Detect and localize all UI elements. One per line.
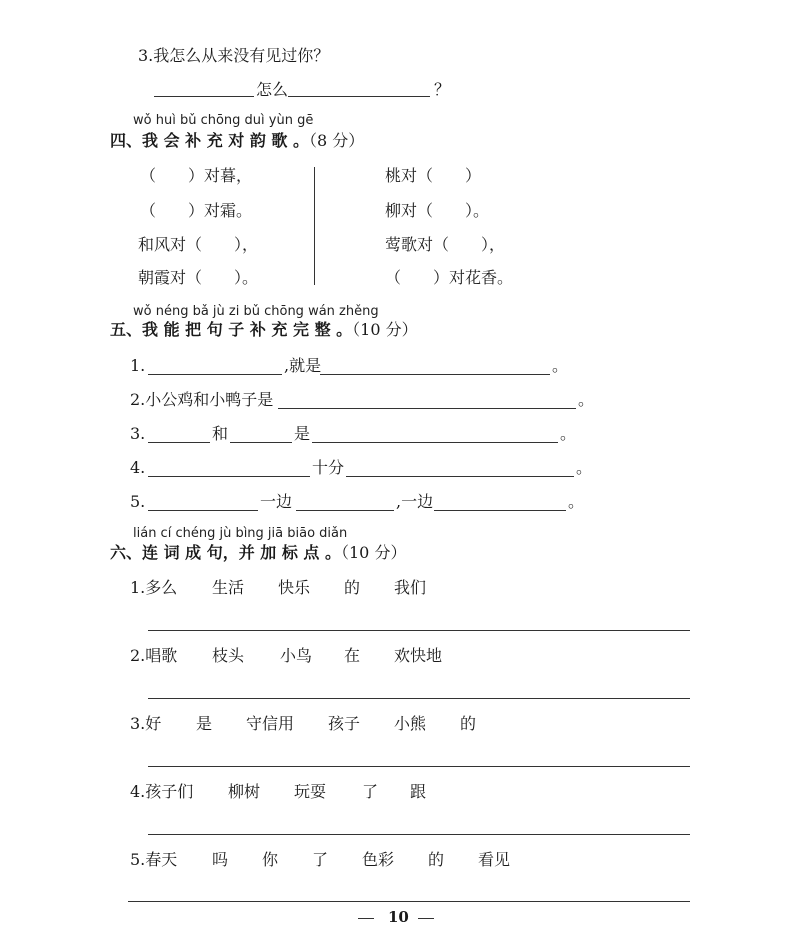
blank-line[interactable] — [148, 442, 210, 443]
blank-line[interactable] — [312, 442, 558, 443]
answer-line[interactable] — [148, 698, 690, 699]
word-item: 快乐 — [278, 578, 311, 597]
word-item: 1.多么 — [130, 578, 178, 597]
sec4-title: 四、我 会 补 充 对 韵 歌 。（8 分） — [110, 131, 365, 150]
rhyme-left-2: （ ）对霜。 — [140, 201, 253, 220]
word-item: 3.好 — [130, 714, 162, 733]
word-item: 了 — [362, 782, 379, 801]
answer-line[interactable] — [148, 834, 690, 835]
word-item: 你 — [262, 850, 279, 869]
rhyme-left-4: 朝霞对（ ）。 — [138, 268, 259, 287]
blank-line[interactable] — [288, 96, 430, 97]
blank-line[interactable] — [154, 96, 254, 97]
word-item: 的 — [460, 714, 477, 733]
word-item: 2.唱歌 — [130, 646, 178, 665]
blank-line[interactable] — [148, 510, 258, 511]
word-item: 玩耍 — [294, 782, 327, 801]
blank-line[interactable] — [148, 374, 282, 375]
word-item: 5.春天 — [130, 850, 178, 869]
rhyme-right-3: 莺歌对（ ）， — [385, 235, 506, 254]
word-item: 了 — [312, 850, 329, 869]
answer-line[interactable] — [148, 630, 690, 631]
word-item: 在 — [344, 646, 361, 665]
s5-q5-a: 一边 — [260, 492, 293, 511]
word-item: 孩子 — [328, 714, 361, 733]
blank-line[interactable] — [434, 510, 566, 511]
q3-end-mark: ？ — [434, 80, 451, 99]
s5-q3-num: 3. — [130, 424, 146, 443]
word-item: 看见 — [478, 850, 511, 869]
q3-mid-text: 怎么 — [256, 80, 289, 99]
sec6-pinyin: lián cí chéng jù bìng jiā biāo diǎn — [133, 526, 348, 541]
word-item: 跟 — [410, 782, 427, 801]
s5-q4-num: 4. — [130, 458, 146, 477]
blank-line[interactable] — [278, 408, 576, 409]
rhyme-right-4: （ ）对花香。 — [385, 268, 514, 287]
s5-q4-mid: 十分 — [312, 458, 345, 477]
word-item: 小熊 — [394, 714, 427, 733]
question-3-text: 3.我怎么从来没有见过你？ — [138, 46, 330, 65]
word-item: 生活 — [212, 578, 245, 597]
sec6-title: 六、连 词 成 句，并 加 标 点 。（10 分） — [110, 543, 407, 562]
blank-line[interactable] — [346, 476, 574, 477]
word-item: 欢快地 — [394, 646, 443, 665]
word-item: 小鸟 — [280, 646, 313, 665]
word-item: 的 — [344, 578, 361, 597]
word-item: 守信用 — [246, 714, 295, 733]
word-item: 吗 — [212, 850, 229, 869]
s5-q1-num: 1. — [130, 356, 146, 375]
page-dash-right — [418, 918, 434, 919]
rhyme-right-1: 桃对（ ） — [385, 166, 482, 185]
s5-q3-end: 。 — [560, 424, 577, 443]
answer-line[interactable] — [148, 766, 690, 767]
blank-line[interactable] — [296, 510, 394, 511]
blank-line[interactable] — [148, 476, 310, 477]
word-item: 我们 — [394, 578, 427, 597]
column-divider — [314, 167, 315, 285]
footer-rule — [128, 901, 690, 902]
rhyme-right-2: 柳对（ ）。 — [385, 201, 490, 220]
blank-line[interactable] — [320, 374, 550, 375]
s5-q5-b: ,一边 — [396, 492, 434, 511]
s5-q3-b: 是 — [294, 424, 311, 443]
word-item: 的 — [428, 850, 445, 869]
s5-q1-end: 。 — [552, 356, 569, 375]
s5-q4-end: 。 — [576, 458, 593, 477]
s5-q2-end: 。 — [578, 390, 595, 409]
sec4-pinyin: wǒ huì bǔ chōng duì yùn gē — [133, 113, 314, 128]
word-item: 4.孩子们 — [130, 782, 194, 801]
word-item: 是 — [196, 714, 213, 733]
page-number: 10 — [388, 908, 409, 926]
s5-q2-text: 2.小公鸡和小鸭子是 — [130, 390, 274, 409]
s5-q1-mid: ,就是 — [284, 356, 322, 375]
rhyme-left-1: （ ）对暮， — [140, 166, 253, 185]
sec5-title: 五、我 能 把 句 子 补 充 完 整 。（10 分） — [110, 320, 418, 339]
s5-q5-num: 5. — [130, 492, 146, 511]
word-item: 色彩 — [362, 850, 395, 869]
rhyme-left-3: 和风对（ ）， — [138, 235, 259, 254]
sec5-pinyin: wǒ néng bǎ jù zi bǔ chōng wán zhěng — [133, 304, 379, 319]
s5-q5-end: 。 — [568, 492, 585, 511]
word-item: 枝头 — [212, 646, 245, 665]
page-dash-left — [358, 918, 374, 919]
blank-line[interactable] — [230, 442, 292, 443]
s5-q3-a: 和 — [212, 424, 229, 443]
word-item: 柳树 — [228, 782, 261, 801]
